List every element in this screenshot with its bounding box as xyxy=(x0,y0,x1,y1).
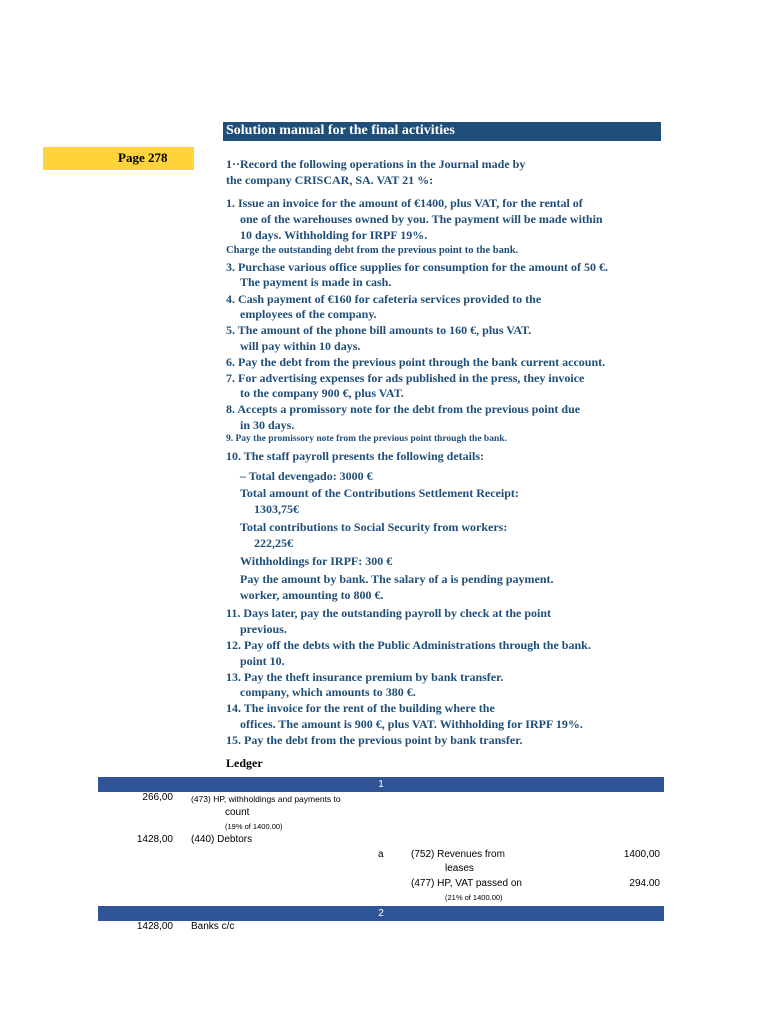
operation-14-cont: offices. The amount is 900 €, plus VAT. Withholding for IRPF 19%. xyxy=(240,717,583,731)
credit-account: (752) Revenues from xyxy=(411,849,505,860)
operation-4: 4. Cash payment of €160 for cafeteria services provided to the xyxy=(226,292,542,306)
operation-10: 10. The staff payroll presents the following details: xyxy=(226,449,485,463)
ledger-entry-header-2: 2 xyxy=(98,906,664,921)
operation-1: 1. Issue an invoice for the amount of €1400, plus VAT, for the rental of xyxy=(226,196,583,210)
debit-note: (19% of 1400.00) xyxy=(225,822,283,831)
debit-amount: 266,00 xyxy=(142,792,173,803)
operation-7: 7. For advertising expenses for ads published in the press, they invoice xyxy=(226,371,585,385)
debit-account: Banks c/c xyxy=(191,921,235,932)
credit-separator: a xyxy=(378,849,384,860)
operation-3-cont: The payment is made in cash. xyxy=(240,275,392,289)
payroll-total-accrued: – Total devengado: 3000 € xyxy=(240,469,373,483)
payroll-settlement-receipt: Total amount of the Contributions Settlement Receipt: xyxy=(240,486,519,500)
credit-note: (21% of 1400.00) xyxy=(445,893,503,902)
operation-2: Charge the outstanding debt from the previous point to the bank. xyxy=(226,245,519,256)
credit-account: (477) HP, VAT passed on xyxy=(411,878,522,889)
page-number-label: Page 278 xyxy=(118,150,168,165)
operation-9: 9. Pay the promissory note from the previous point through the bank. xyxy=(226,434,507,444)
operation-14: 14. The invoice for the rent of the building where the xyxy=(226,701,495,715)
question-intro: 1··Record the following operations in the Journal made by xyxy=(226,157,526,171)
debit-account: (440) Debtors xyxy=(191,834,253,845)
payroll-pay-by-bank: Pay the amount by bank. The salary of a is pending payment. xyxy=(240,572,554,586)
operation-13-cont: company, which amounts to 380 €. xyxy=(240,685,416,699)
payroll-pending-salary: worker, amounting to 800 €. xyxy=(240,588,384,602)
debit-amount: 1428,00 xyxy=(136,834,173,845)
payroll-settlement-amount: 1303,75€ xyxy=(254,502,299,516)
question-intro-cont: the company CRISCAR, SA. VAT 21 %: xyxy=(226,173,434,187)
credit-amount: 1400,00 xyxy=(623,849,660,860)
operation-15: 15. Pay the debt from the previous point by bank transfer. xyxy=(226,733,523,747)
ledger-title: Ledger xyxy=(226,756,263,770)
credit-account-cont: leases xyxy=(445,863,474,874)
payroll-social-security-amount: 222,25€ xyxy=(254,536,293,550)
operation-4-cont: employees of the company. xyxy=(240,307,377,321)
operation-8-cont: in 30 days. xyxy=(240,418,295,432)
payroll-social-security: Total contributions to Social Security from workers: xyxy=(240,520,508,534)
operation-1-cont: one of the warehouses owned by you. The payment will be made within xyxy=(240,212,603,226)
operation-11-cont: previous. xyxy=(240,622,287,636)
debit-amount: 1428,00 xyxy=(136,921,173,932)
operation-1-cont: 10 days. Withholding for IRPF 19%. xyxy=(240,228,428,242)
operation-5: 5. The amount of the phone bill amounts to 160 €, plus VAT. xyxy=(226,323,532,337)
operation-13: 13. Pay the theft insurance premium by bank transfer. xyxy=(226,670,504,684)
operation-7-cont: to the company 900 €, plus VAT. xyxy=(240,386,404,400)
operation-12: 12. Pay off the debts with the Public Administrations through the bank. xyxy=(226,638,591,652)
operation-11: 11. Days later, pay the outstanding payroll by check at the point xyxy=(226,606,552,620)
operation-8: 8. Accepts a promissory note for the debt from the previous point due xyxy=(226,402,581,416)
credit-amount: 294.00 xyxy=(629,878,660,889)
debit-account-cont: count xyxy=(225,807,250,818)
operation-12-cont: point 10. xyxy=(240,654,285,668)
debit-account: (473) HP, withholdings and payments to xyxy=(191,794,341,804)
payroll-irpf: Withholdings for IRPF: 300 € xyxy=(240,554,393,568)
page-title: Solution manual for the final activities xyxy=(226,123,455,138)
ledger-entry-header-1: 1 xyxy=(98,777,664,792)
operation-6: 6. Pay the debt from the previous point through the bank current account. xyxy=(226,355,606,369)
operation-3: 3. Purchase various office supplies for consumption for the amount of 50 €. xyxy=(226,260,609,274)
operation-5-cont: will pay within 10 days. xyxy=(240,339,361,353)
